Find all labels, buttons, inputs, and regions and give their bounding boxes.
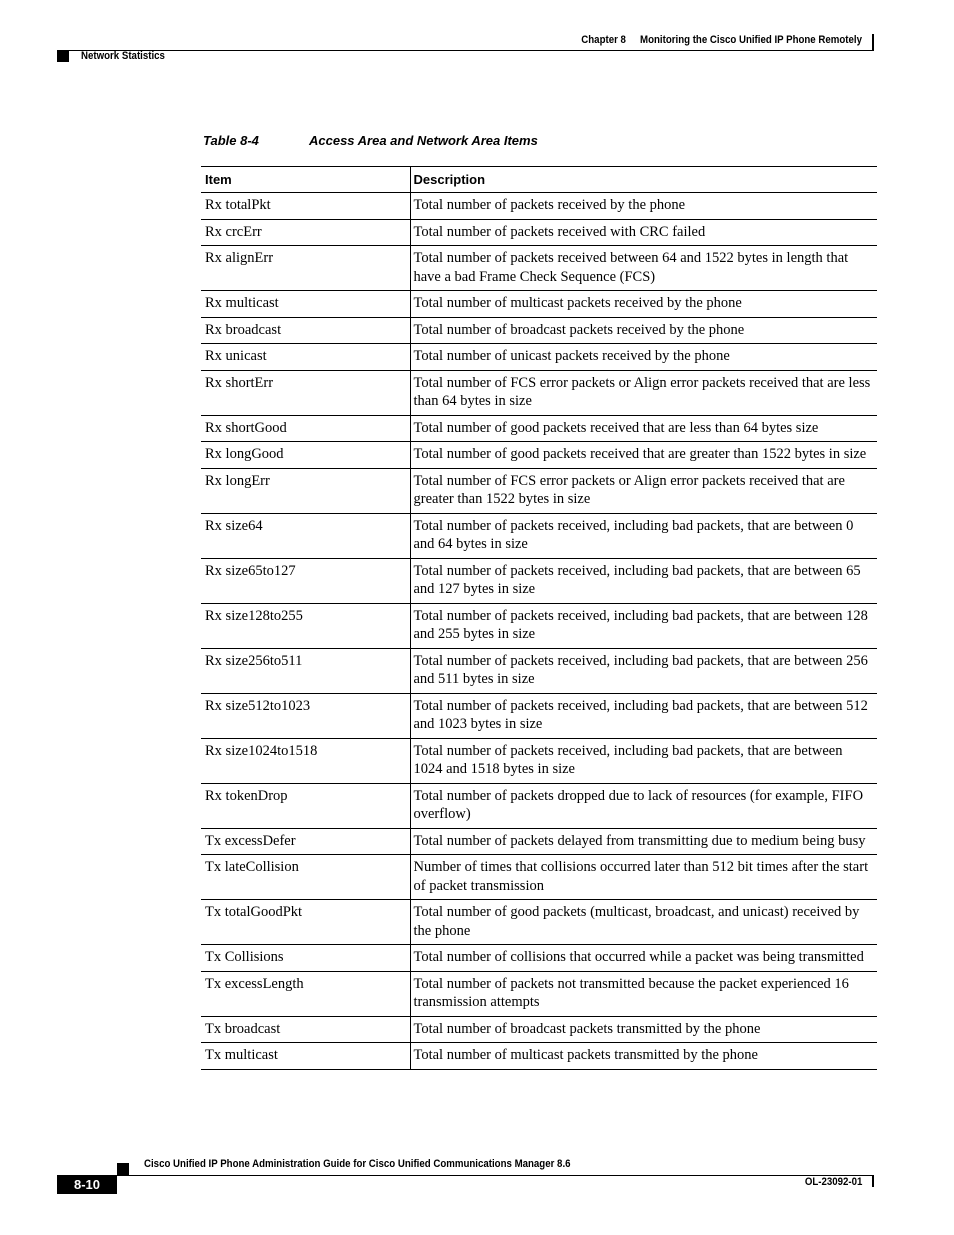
description-cell: Total number of packets received, including bad packets, that are between 1024 and 1518 bytes in size: [410, 738, 877, 783]
description-cell: Total number of good packets received that are greater than 1522 bytes in size: [410, 442, 877, 469]
table-row: [201, 415, 877, 442]
table-row: [201, 945, 877, 972]
description-cell: Total number of packets received with CRC failed: [410, 219, 877, 246]
header-rule: [57, 50, 874, 51]
table-row: [201, 344, 877, 371]
table-row: [201, 603, 877, 648]
description-cell: Total number of packets received, including bad packets, that are between 0 and 64 bytes in size: [410, 513, 877, 558]
description-cell: Total number of multicast packets received by the phone: [410, 291, 877, 318]
item-cell: Rx unicast: [201, 344, 410, 371]
footer-square-marker: [117, 1163, 129, 1175]
table-row: [201, 648, 877, 693]
description-cell: Total number of good packets (multicast, broadcast, and unicast) received by the phone: [410, 900, 877, 945]
item-cell: Rx shortErr: [201, 370, 410, 415]
table-row: [201, 513, 877, 558]
table-row: [201, 370, 877, 415]
table-row: [201, 783, 877, 828]
table-row: [201, 468, 877, 513]
item-cell: Rx crcErr: [201, 219, 410, 246]
table-row: [201, 193, 877, 220]
table-row: [201, 971, 877, 1016]
item-cell: Rx size512to1023: [201, 693, 410, 738]
description-cell: Total number of packets received by the phone: [410, 193, 877, 220]
item-cell: Rx size1024to1518: [201, 738, 410, 783]
description-cell: Total number of broadcast packets received by the phone: [410, 317, 877, 344]
table-number: Table 8-4: [203, 133, 259, 148]
description-cell: Total number of packets received, including bad packets, that are between 65 and 127 bytes in size: [410, 558, 877, 603]
item-cell: Tx Collisions: [201, 945, 410, 972]
table-row: [201, 291, 877, 318]
description-cell: Total number of unicast packets received by the phone: [410, 344, 877, 371]
description-cell: Total number of packets dropped due to lack of resources (for example, FIFO overflow): [410, 783, 877, 828]
item-cell: Rx multicast: [201, 291, 410, 318]
description-cell: Total number of FCS error packets or Align error packets received that are less than 64 bytes in size: [410, 370, 877, 415]
table-body: [201, 193, 877, 1070]
description-cell: Total number of FCS error packets or Align error packets received that are greater than 1522 bytes in size: [410, 468, 877, 513]
table-row: [201, 855, 877, 900]
running-header-chapter: [581, 34, 862, 46]
item-cell: Tx multicast: [201, 1043, 410, 1070]
table-row: [201, 693, 877, 738]
table-row: [201, 558, 877, 603]
item-cell: Rx longGood: [201, 442, 410, 469]
description-cell: Total number of packets received, including bad packets, that are between 256 and 511 bytes in size: [410, 648, 877, 693]
column-header-description: Description: [410, 167, 877, 193]
description-cell: Number of times that collisions occurred later than 512 bit times after the start of packet transmission: [410, 855, 877, 900]
item-cell: Rx longErr: [201, 468, 410, 513]
table-row: [201, 246, 877, 291]
items-table: [201, 166, 877, 1070]
item-cell: Rx size64: [201, 513, 410, 558]
header-square-marker: [57, 50, 69, 62]
table-header-row: [201, 167, 877, 193]
description-cell: Total number of multicast packets transmitted by the phone: [410, 1043, 877, 1070]
table-row: [201, 828, 877, 855]
description-cell: Total number of packets received, including bad packets, that are between 128 and 255 bytes in size: [410, 603, 877, 648]
description-cell: Total number of collisions that occurred while a packet was being transmitted: [410, 945, 877, 972]
footer-vertical-bar: [872, 1175, 874, 1187]
column-header-item: Item: [201, 167, 410, 193]
table-title: Access Area and Network Area Items: [309, 133, 538, 148]
item-cell: Rx size128to255: [201, 603, 410, 648]
section-title: Network Statistics: [81, 50, 165, 62]
table-caption: [203, 133, 538, 148]
page-number: 8-10: [57, 1175, 117, 1194]
description-cell: Total number of packets not transmitted because the packet experienced 16 transmission attempts: [410, 971, 877, 1016]
table-row: [201, 1043, 877, 1070]
table-row: [201, 738, 877, 783]
description-cell: Total number of broadcast packets transmitted by the phone: [410, 1016, 877, 1043]
item-cell: Tx lateCollision: [201, 855, 410, 900]
description-cell: Total number of good packets received that are less than 64 bytes size: [410, 415, 877, 442]
header-vertical-bar: [872, 34, 874, 50]
item-cell: Tx totalGoodPkt: [201, 900, 410, 945]
description-cell: Total number of packets delayed from transmitting due to medium being busy: [410, 828, 877, 855]
chapter-title: Monitoring the Cisco Unified IP Phone Remotely: [640, 34, 862, 46]
chapter-number: Chapter 8: [581, 34, 626, 46]
item-cell: Rx alignErr: [201, 246, 410, 291]
guide-title: Cisco Unified IP Phone Administration Guide for Cisco Unified Communications Manager 8.6: [144, 1158, 571, 1170]
description-cell: Total number of packets received, including bad packets, that are between 512 and 1023 bytes in size: [410, 693, 877, 738]
item-cell: Tx excessLength: [201, 971, 410, 1016]
item-cell: Tx broadcast: [201, 1016, 410, 1043]
description-cell: Total number of packets received between 64 and 1522 bytes in length that have a bad Frame Check Sequence (FCS): [410, 246, 877, 291]
table-row: [201, 317, 877, 344]
item-cell: Rx shortGood: [201, 415, 410, 442]
item-cell: Rx totalPkt: [201, 193, 410, 220]
item-cell: Rx size65to127: [201, 558, 410, 603]
table-row: [201, 219, 877, 246]
item-cell: Rx broadcast: [201, 317, 410, 344]
table-row: [201, 900, 877, 945]
item-cell: Rx size256to511: [201, 648, 410, 693]
document-number: OL-23092-01: [804, 1176, 862, 1188]
table-row: [201, 442, 877, 469]
table-row: [201, 1016, 877, 1043]
item-cell: Rx tokenDrop: [201, 783, 410, 828]
footer-rule: [57, 1175, 874, 1176]
item-cell: Tx excessDefer: [201, 828, 410, 855]
